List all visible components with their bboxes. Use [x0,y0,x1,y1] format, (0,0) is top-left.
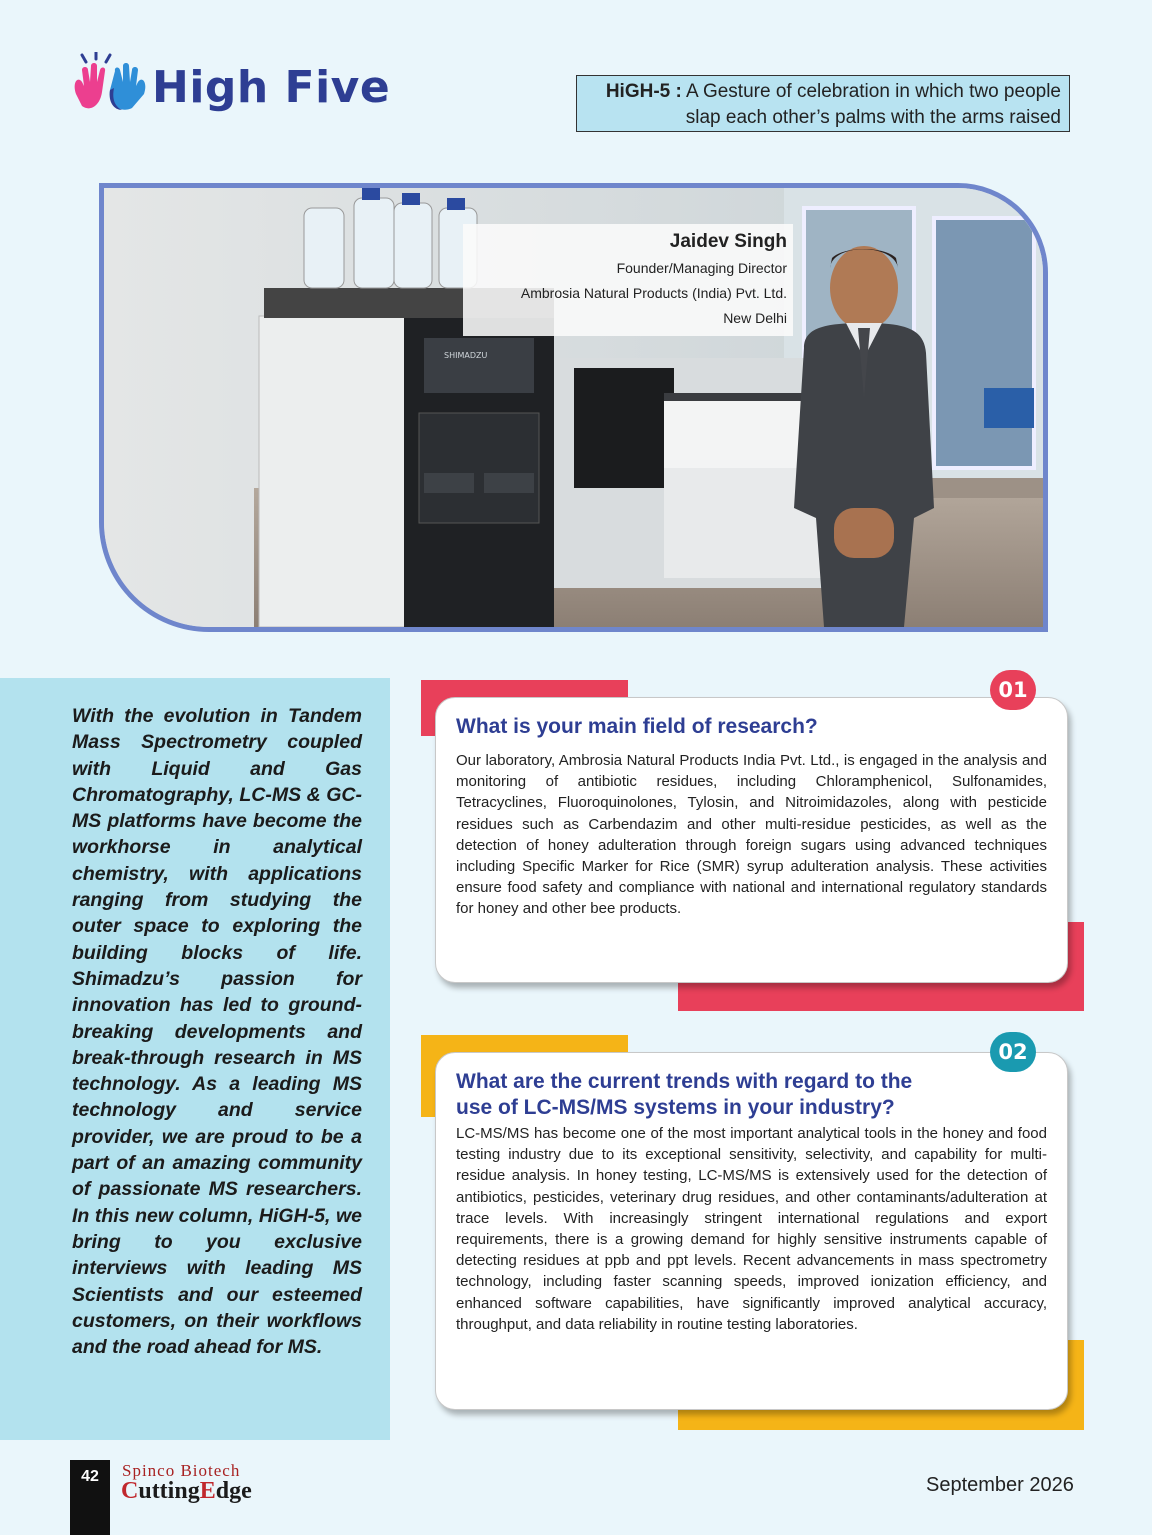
qa2-question [456,1069,1047,1121]
definition-text: A Gesture of celebration in which two people slap each other’s palms with the arms raised [685,81,1061,128]
page-number: 42 [81,1468,99,1485]
logo-title: High Five [152,62,391,113]
interviewee-location: New Delhi [723,310,787,326]
qa1-question: What is your main field of research? [456,715,818,738]
qa2-card [435,1052,1068,1410]
qa2-answer: LC-MS/MS has become one of the most important analytical tools in the honey and food testing industry due to its exceptional sensitivity, selectivity, and capability for multi-residue analysis. In honey testing, LC-MS/MS is extensively used for the detection of antibiotics, pesticides, veterinary drug residues, and other contaminants/adulteration at trace levels. With increasingly stringent international regulations and export requirements, there is a growing demand for highly sensitive instruments capable of detecting residues at ppb and ppt levels. Recent advancements in mass spectrometry technology, including faster scanning speeds, improved ionization efficiency, and enhanced software capabilities, have significantly improved analytical accuracy, throughput, and data reliability in routine testing laboratories. [456,1125,1047,1333]
interviewee-title: Founder/Managing Director [616,260,787,276]
brand-magazine [121,1478,252,1505]
photo-caption [463,224,793,336]
definition-box [576,75,1070,132]
instrument-brand: SHIMADZU [444,351,488,360]
definition-term: HiGH-5 : [605,81,682,102]
intro-text: With the evolution in Tandem Mass Spectrometry coupled with Liquid and Gas Chromatography, LC-MS & GC-MS platforms have become the workhorse in analytical chemistry, with applications ranging from studying the outer space to exploring the building blocks of life. Shimadzu’s passion for innovation has led to ground-breaking developments and break-through research in MS technology. As a leading MS technology and service provider, we are proud to be a part of an amazing community of passionate MS researchers. In this new column, HiGH-5, we bring to you exclusive interviews with leading MS Scientists and our esteemed customers, on their workflows and the road ahead for MS. [72,705,362,1359]
qa1-number-badge: 01 [990,670,1036,710]
interviewee-company: Ambrosia Natural Products (India) Pvt. Ltd. [520,285,787,301]
qa1-answer: Our laboratory, Ambrosia Natural Products India Pvt. Ltd., is engaged in the analysis and monitoring of antibiotic residues, including Chloramphenicol, Sulfonamides, Tetracyclines, Fluoroquinolones, Tylosin, and Nitroimidazoles, along with pesticide residues such as Carbendazim and other multi-residue pesticides, as well as the detection of honey adulteration through foreign sugars using advanced techniques including Specific Marker for Rice (SMR) syrup adulteration analysis. These activities ensure food safety and compliance with national and international regulatory standards for honey and other bee products. [456,752,1047,918]
brand-c: C [121,1478,139,1504]
issue-date: September 2026 [926,1474,1074,1496]
brand-dge: dge [215,1478,252,1504]
qa2-question-line2: use of LC-MS/MS systems in your industry? [456,1096,895,1119]
brand-utting: utting [138,1478,200,1504]
qa2-number-badge: 02 [990,1032,1036,1072]
brand-e: E [199,1478,216,1504]
high-five-hands-icon [70,52,150,122]
qa2-question-line1: What are the current trends with regard to the [456,1070,913,1093]
brand-publisher: Spinco Biotech [122,1461,241,1480]
interviewee-name: Jaidev Singh [669,231,787,252]
qa1-card [435,697,1068,983]
